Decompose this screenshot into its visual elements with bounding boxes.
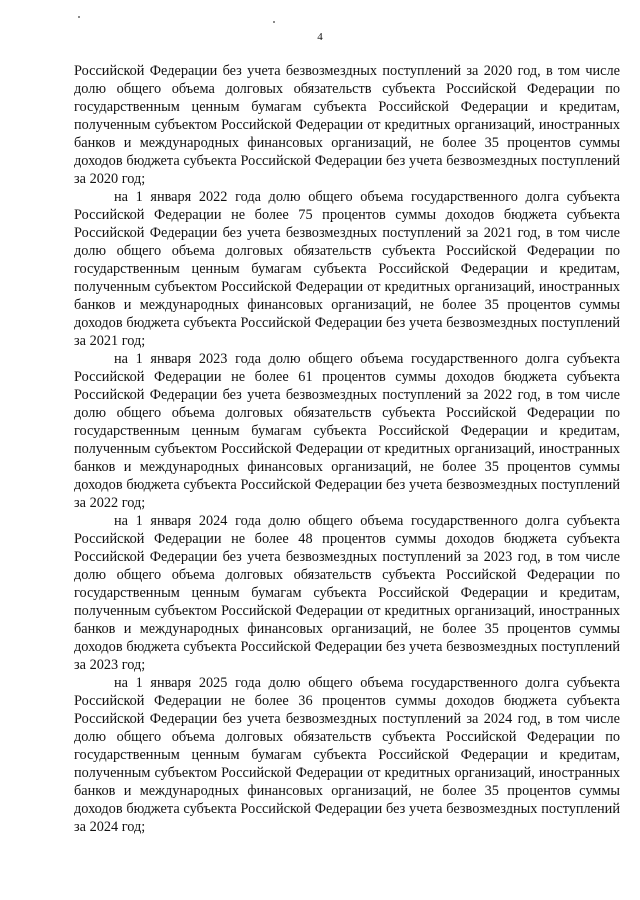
paragraph-continuation: Российской Федерации без учета безвозмездных поступлений за 2020 год, в том числе долю общего объема долговых обязательств субъекта Российской Федерации по государственным ценным бумагам субъекта Российской Федерации и кредитам, полученным субъектом Российской Федерации от кредитных организаций, иностранных банков и международных финансовых организаций, не более 35 процентов суммы доходов бюджета субъекта Российской Федерации без учета безвозмездных поступлений за 2020 год; [74, 63, 620, 187]
scan-speck [78, 16, 80, 18]
scan-speck [273, 21, 275, 23]
paragraph-2024: на 1 января 2024 года долю общего объема государственного долга субъекта Российской Федерации не более 48 процентов суммы доходов бюджета субъекта Российской Федерации без учета безвозмездных поступлений за 2023 год, в том числе долю общего объема долговых обязательств субъекта Российской Федерации по государственным ценным бумагам субъекта Российской Федерации и кредитам, полученным субъектом Российской Федерации от кредитных организаций, иностранных банков и международных финансовых организаций, не более 35 процентов суммы доходов бюджета субъекта Российской Федерации без учета безвозмездных поступлений за 2023 год; [74, 513, 620, 673]
page-number: 4 [317, 31, 323, 43]
paragraph-2023: на 1 января 2023 года долю общего объема государственного долга субъекта Российской Федерации не более 61 процентов суммы доходов бюджета субъекта Российской Федерации без учета безвозмездных поступлений за 2022 год, в том числе долю общего объема долговых обязательств субъекта Российской Федерации по государственным ценным бумагам субъекта Российской Федерации и кредитам, полученным субъектом Российской Федерации от кредитных организаций, иностранных банков и международных финансовых организаций, не более 35 процентов суммы доходов бюджета субъекта Российской Федерации без учета безвозмездных поступлений за 2022 год; [74, 351, 620, 511]
document-body [74, 62, 620, 836]
paragraph-2022: на 1 января 2022 года долю общего объема государственного долга субъекта Российской Федерации не более 75 процентов суммы доходов бюджета субъекта Российской Федерации без учета безвозмездных поступлений за 2021 год, в том числе долю общего объема долговых обязательств субъекта Российской Федерации по государственным ценным бумагам субъекта Российской Федерации и кредитам, полученным субъектом Российской Федерации от кредитных организаций, иностранных банков и международных финансовых организаций, не более 35 процентов суммы доходов бюджета субъекта Российской Федерации без учета безвозмездных поступлений за 2021 год; [74, 189, 620, 349]
paragraph-2025: на 1 января 2025 года долю общего объема государственного долга субъекта Российской Федерации не более 36 процентов суммы доходов бюджета субъекта Российской Федерации без учета безвозмездных поступлений за 2024 год, в том числе долю общего объема долговых обязательств субъекта Российской Федерации по государственным ценным бумагам субъекта Российской Федерации и кредитам, полученным субъектом Российской Федерации от кредитных организаций, иностранных банков и международных финансовых организаций, не более 35 процентов суммы доходов бюджета субъекта Российской Федерации без учета безвозмездных поступлений за 2024 год; [74, 675, 620, 835]
